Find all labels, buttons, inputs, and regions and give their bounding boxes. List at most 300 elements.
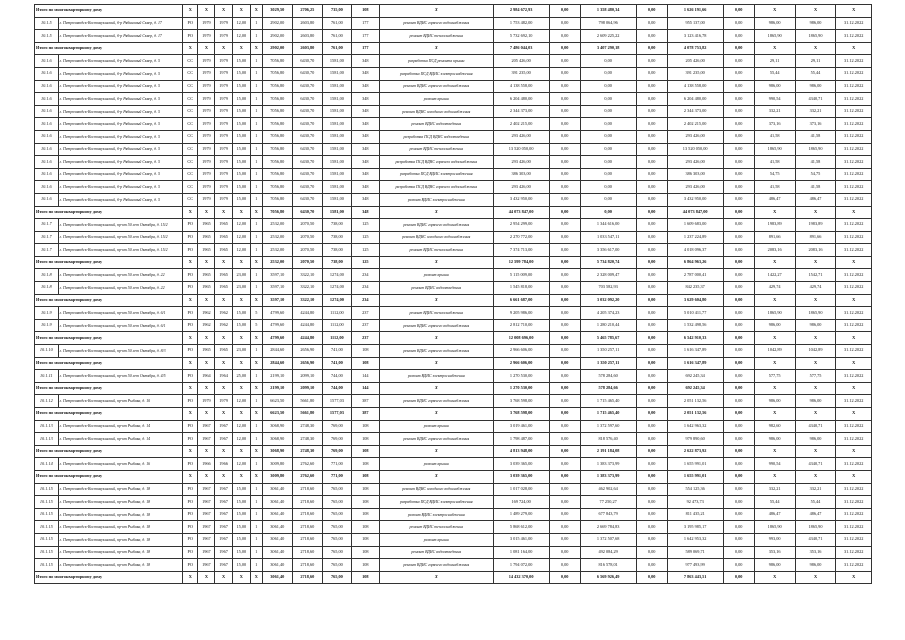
table-cell: Итого по многоквартирному дому [35,408,183,421]
table-cell: г. Петрозаводск-Костомукшский, пр-кт Рыбака, д. 18 [58,546,183,559]
table-cell: ремонт ВДИС электроснабжения [379,508,493,521]
table-cell: 55,44 [795,67,836,80]
table-cell: 108 [351,5,379,18]
table-cell: X [250,445,262,458]
table-cell: 2706,25 [292,5,322,18]
table-cell: 2 270 772,00 [493,231,549,244]
table-cell: ремонт ВДИС водоотведения [379,118,493,131]
table-cell: 1112,00 [322,319,351,332]
table-cell: 0,00 [723,458,754,471]
table-cell: X [379,5,493,18]
table-cell: 0,00 [636,420,667,433]
table-cell: ремонт ВДИС горячего водоснабжения [379,433,493,446]
table-cell: 3061,40 [262,571,292,584]
table-cell: X [198,294,215,307]
table-cell: 1979 [198,55,215,68]
table-cell: 741,00 [322,345,351,358]
table-row [35,433,872,446]
total-row [35,256,872,269]
table-cell: 1965 [215,345,232,358]
table-cell: 31.12.2022 [836,30,872,43]
table-cell: 0,00 [636,408,667,421]
table-cell: X [754,408,795,421]
table-cell: 1581,00 [322,168,351,181]
table-cell: 2 966 606,00 [493,357,549,370]
table-cell: 332,21 [754,105,795,118]
table-cell: X [379,42,493,55]
table-cell: 348 [351,130,379,143]
table-cell: 0,00 [723,445,754,458]
table-cell: 15,00 [232,80,250,93]
table-cell: 1 616 347,89 [667,357,723,370]
table-cell: 986,00 [795,17,836,30]
table-cell: 1 532 498,56 [667,319,723,332]
table-cell: X [379,332,493,345]
table-cell: 1979 [198,30,215,43]
table-cell: ремонт ВДИС горячего водоснабжения [379,345,493,358]
table-cell: 7056,80 [262,93,292,106]
table-cell: 2 609 225,22 [580,30,636,43]
table-cell: Итого по многоквартирному дому [35,42,183,55]
table-cell: 6 542 910,33 [667,332,723,345]
table-cell: 0,00 [549,269,580,282]
table-cell: 1 [250,269,262,282]
table-cell: 0,00 [636,533,667,546]
table-cell: X [250,470,262,483]
table-cell: X [754,294,795,307]
table-cell: X [754,357,795,370]
table-cell: 0,00 [723,470,754,483]
table-cell: 5 010 411,77 [667,307,723,320]
table-cell: ремонт ВДИС горячего водоснабжения [379,80,493,93]
table-cell: 3061,40 [262,533,292,546]
table-cell: 0,00 [636,93,667,106]
table-cell: X [250,256,262,269]
table-cell: 765,00 [322,533,351,546]
table-cell: 44 073 847,00 [493,206,549,219]
table-cell: X [836,206,872,219]
table-cell: ремонт ВДИС теплоснабжения [379,244,493,257]
table-cell: 2532,00 [262,256,292,269]
table-cell: 4340,71 [795,420,836,433]
table-cell: 0,00 [636,345,667,358]
table-cell: 41,58 [795,181,836,194]
table-cell: 10.1.9 [35,307,59,320]
table-cell: РО [183,219,198,232]
table-cell: 10.1.11 [35,370,59,383]
table-cell: 3 195 985,17 [667,521,723,534]
table-cell: X [379,445,493,458]
table-cell: 108 [351,483,379,496]
table-cell: 10.1.6 [35,130,59,143]
table-cell: X [215,294,232,307]
table-cell: 15,00 [232,521,250,534]
table-cell: X [232,294,250,307]
table-row [35,93,872,106]
table-cell: 293 426,00 [493,156,549,169]
table-cell: 1966 [215,458,232,471]
table-cell: 986,00 [795,395,836,408]
table-cell: 577,75 [795,370,836,383]
table-cell: 0,00 [549,193,580,206]
table-cell: 0,00 [549,458,580,471]
table-cell: 5 732 692,10 [493,30,549,43]
table-cell: 2718,60 [292,571,322,584]
table-cell: 353,16 [754,546,795,559]
table-cell: г. Петрозаводск-Костомукшский, пр-кт 50 лет Октября, д. 15/2 [58,219,183,232]
table-cell: ремонт крыши [379,533,493,546]
table-cell: 811 435,21 [667,508,723,521]
table-cell: 10.1.7 [35,219,59,232]
table-cell: 818 576,40 [580,433,636,446]
table-row [35,105,872,118]
table-row [35,168,872,181]
table-cell: 0,00 [549,345,580,358]
table-cell: 31.12.2022 [836,244,872,257]
table-cell: 15,00 [232,118,250,131]
table-cell: 54,75 [754,168,795,181]
table-cell: 1 [250,496,262,509]
table-cell: 986,00 [795,559,836,572]
table-cell: 1 642 963,32 [667,420,723,433]
table-cell: г. Петрозаводск-Костомукшский, пр-кт 50 лет Октября, д. 8/3 [58,345,183,358]
table-cell: 554 125,36 [667,483,723,496]
table-cell: РО [183,521,198,534]
table-cell: X [183,332,198,345]
table-cell: 6430,70 [292,55,322,68]
table-cell: 348 [351,143,379,156]
table-cell: X [379,382,493,395]
table-cell: 1581,00 [322,156,351,169]
table-cell: 744,00 [322,370,351,383]
table-cell: 0,00 [580,156,636,169]
table-cell: 373,16 [754,118,795,131]
table-cell: X [836,5,872,18]
table-cell: г. Петрозаводск-Костомукшский, пр-кт Рыбака, д. 18 [58,508,183,521]
table-cell: X [250,294,262,307]
table-cell: X [198,42,215,55]
table-cell: г. Петрозаводск-Костомукшский, пр-кт Рыбака, д. 18 [58,496,183,509]
table-cell: 1965 [215,282,232,295]
table-cell: 3 019 461,00 [493,420,549,433]
table-cell: РО [183,17,198,30]
table-row [35,282,872,295]
table-cell: 0,00 [723,143,754,156]
table-cell: 12,00 [232,231,250,244]
table-cell: 0,00 [636,332,667,345]
table-cell: 1 715 465,40 [580,408,636,421]
table-cell: 2083,16 [754,244,795,257]
table-cell: 771,00 [322,458,351,471]
table-cell: 3 032 092,20 [580,294,636,307]
table-cell: 31.12.2022 [836,130,872,143]
table-cell: 41,58 [754,181,795,194]
table-cell: РО [183,559,198,572]
table-cell: 0,00 [636,294,667,307]
table-cell: 7056,80 [262,181,292,194]
table-cell: 0,00 [636,5,667,18]
table-row [35,80,872,93]
table-cell: г. Петрозаводск-Костомукшский, пр-кт Рыбака, д. 18 [58,559,183,572]
table-cell: 1979 [198,168,215,181]
table-cell: разработка ПСД ВДИС электроснабжения [379,67,493,80]
table-cell: X [215,357,232,370]
table-cell: 1 655 991,01 [667,458,723,471]
table-cell: 1967 [198,483,215,496]
total-row [35,408,872,421]
table-cell: г. Петрозаводск-Костомукшский, б-р Рябиновый Сквер, д. 5 [58,80,183,93]
table-cell: X [183,571,198,584]
table-cell: РО [183,483,198,496]
table-cell: 3061,40 [262,496,292,509]
table-cell: 0,00 [580,93,636,106]
table-cell: 3 629 604,80 [667,294,723,307]
table-cell: 108 [351,470,379,483]
table-cell: 1581,00 [322,193,351,206]
table-cell: 1581,00 [322,143,351,156]
table-cell: 1 [250,80,262,93]
total-row [35,445,872,458]
table-cell: 2532,00 [262,244,292,257]
table-cell: 578 284,66 [580,382,636,395]
table-cell: 1 [250,231,262,244]
table-cell: 108 [351,445,379,458]
table-cell: 486,47 [754,193,795,206]
table-cell: X [795,5,836,18]
table-cell: 348 [351,80,379,93]
table-cell: 0,00 [723,357,754,370]
table-cell: 4 813 948,00 [493,445,549,458]
table-cell: X [754,382,795,395]
table-cell: 23,00 [232,269,250,282]
table-cell: 0,00 [723,42,754,55]
table-cell: 0,00 [636,219,667,232]
table-cell: 3322,10 [292,269,322,282]
table-cell: 1979 [198,17,215,30]
table-cell: 31.12.2022 [836,143,872,156]
table-cell: РО [183,282,198,295]
table-cell: 1 609 683,00 [667,219,723,232]
table-cell: X [836,470,872,483]
table-cell: 3322,10 [292,294,322,307]
table-cell: 41,58 [754,130,795,143]
table-cell: 1581,00 [322,181,351,194]
table-cell: РО [183,546,198,559]
table-cell: X [198,571,215,584]
table-cell: 387 [351,408,379,421]
table-cell: 353,16 [795,546,836,559]
table-cell: 1 [250,181,262,194]
table-cell: 0,00 [723,382,754,395]
table-cell: 986,00 [795,433,836,446]
table-cell: 765,00 [322,521,351,534]
table-cell: X [250,5,262,18]
table-cell: г. Петрозаводск-Костомукшский, б-р Рябиновый Сквер, д. 5 [58,118,183,131]
table-cell: 0,00 [636,30,667,43]
table-cell: 1577,03 [322,395,351,408]
table-cell: 798 064,96 [580,17,636,30]
table-cell: г. Петрозаводск-Костомукшский, б-р Рябиновый Сквер, д. 5 [58,130,183,143]
table-cell: 108 [351,357,379,370]
table-cell: 769,00 [322,445,351,458]
table-cell: 0,00 [549,370,580,383]
table-cell: 1 545 818,00 [493,282,549,295]
table-cell: ремонт ВДИС горячего водоснабжения [379,395,493,408]
table-cell: 177 [351,17,379,30]
table-cell: 0,00 [549,496,580,509]
table-cell: X [183,206,198,219]
table-cell: 1 [250,17,262,30]
table-cell: 1 [250,521,262,534]
table-cell: РО [183,30,198,43]
table-cell: 6430,70 [292,105,322,118]
table-cell: г. Петрозаводск-Костомукшский, пр-кт 50 лет Октября, д. 4/5 [58,370,183,383]
table-cell: 0,00 [636,80,667,93]
table-cell: Итого по многоквартирному дому [35,256,183,269]
table-cell: X [232,445,250,458]
table-cell: 0,00 [549,130,580,143]
table-cell: 15,00 [232,559,250,572]
table-cell: 1967 [215,559,232,572]
table-cell: 0,00 [580,168,636,181]
table-cell: 1581,00 [322,80,351,93]
table-row [35,143,872,156]
table-cell: 986,00 [754,319,795,332]
table-cell: X [836,571,872,584]
table-row [35,193,872,206]
table-cell: 108 [351,458,379,471]
table-cell: 108 [351,508,379,521]
table-cell: 31.12.2022 [836,80,872,93]
table-cell: X [795,357,836,370]
table-cell: 1964 [215,370,232,383]
table-cell: г. Петрозаводск-Костомукшский, б-р Рябиновый Сквер, д. 5 [58,193,183,206]
table-cell: 2844,60 [262,357,292,370]
table-cell: X [379,357,493,370]
table-row [35,496,872,509]
table-cell: СС [183,67,198,80]
table-cell: 41,58 [795,156,836,169]
table-cell: 6 569 926,49 [580,571,636,584]
table-cell: X [836,294,872,307]
table-cell: 2199,10 [262,370,292,383]
table-cell: 10.1.15 [35,559,59,572]
table-cell: 0,00 [723,319,754,332]
table-cell: X [379,256,493,269]
table-cell: 6430,70 [292,168,322,181]
table-cell: 429,74 [795,282,836,295]
table-cell: 6623,50 [262,408,292,421]
table-cell: 738,00 [322,231,351,244]
table-cell: 2718,60 [292,546,322,559]
table-cell: Итого по многоквартирному дому [35,206,183,219]
table-cell: X [836,357,872,370]
table-cell: 3597,10 [262,282,292,295]
table-cell: 3 039 365,00 [493,470,549,483]
table-cell: 1 270 530,00 [493,382,549,395]
table-cell: 125 [351,231,379,244]
table-cell: 9 205 986,00 [493,307,549,320]
table-cell: 1 616 347,89 [667,345,723,358]
table-cell: 15,00 [232,156,250,169]
table-cell: 144 [351,382,379,395]
table-cell: 3597,10 [262,294,292,307]
table-cell: X [215,256,232,269]
table-cell: 4799,60 [262,332,292,345]
table-cell: 2 966 606,00 [493,345,549,358]
table-cell: 10.1.15 [35,546,59,559]
table-cell: 0,00 [723,256,754,269]
table-cell: 1 358 480,34 [580,5,636,18]
table-cell: СС [183,168,198,181]
table-cell: 31.12.2022 [836,55,872,68]
table-cell: X [232,256,250,269]
table-cell: 3 123 416,78 [667,30,723,43]
table-cell: 12 008 696,00 [493,332,549,345]
table-cell: X [754,206,795,219]
table-cell: РО [183,458,198,471]
table-cell: 0,00 [636,357,667,370]
table-cell: 0,00 [549,67,580,80]
table-cell: 348 [351,93,379,106]
table-cell: ремонт ВДИС холодного водоснабжения [379,483,493,496]
table-cell: 0,00 [723,156,754,169]
table-cell: г. Петрозаводск-Костомукшский, б-р Рябиновый Сквер, д. 5 [58,156,183,169]
table-cell: 2 328 009,47 [580,269,636,282]
table-cell: X [836,256,872,269]
table-cell: 1 [250,118,262,131]
table-cell: 0,00 [549,256,580,269]
table-cell: 2532,00 [262,231,292,244]
table-cell: 2 954 299,00 [493,219,549,232]
table-cell: 0,00 [549,282,580,295]
table-cell: 31.12.2022 [836,420,872,433]
table-cell: 0,00 [549,332,580,345]
table-cell: 0,00 [636,181,667,194]
table-cell: 7056,80 [262,168,292,181]
table-cell: 12,00 [232,30,250,43]
table-row [35,130,872,143]
table-cell: 0,00 [549,143,580,156]
table-cell: 31.12.2022 [836,93,872,106]
table-cell: 1 [250,282,262,295]
table-cell: 1 [250,143,262,156]
table-cell: 993,00 [754,533,795,546]
table-cell: 1865,90 [795,30,836,43]
table-row [35,269,872,282]
table-cell: 0,00 [636,67,667,80]
table-cell: X [754,256,795,269]
table-cell: РО [183,420,198,433]
table-cell: 0,00 [636,508,667,521]
table-cell: 386 303,00 [493,168,549,181]
table-cell: 738,00 [322,219,351,232]
table-row [35,533,872,546]
table-cell: 0,00 [636,282,667,295]
table-cell: разработка ПСД ВДИС водоотведения [379,130,493,143]
table-cell: 387 [351,395,379,408]
table-cell: 1979 [198,193,215,206]
table-cell: 10.1.8 [35,269,59,282]
table-cell: 1979 [215,181,232,194]
table-cell: 1962 [198,307,215,320]
table-cell: 2656,90 [292,345,322,358]
table-cell: 1965 [215,269,232,282]
table-cell: 1 017 028,00 [493,483,549,496]
table-cell: X [754,445,795,458]
table-cell: 0,00 [636,395,667,408]
table-cell: 1 [250,559,262,572]
